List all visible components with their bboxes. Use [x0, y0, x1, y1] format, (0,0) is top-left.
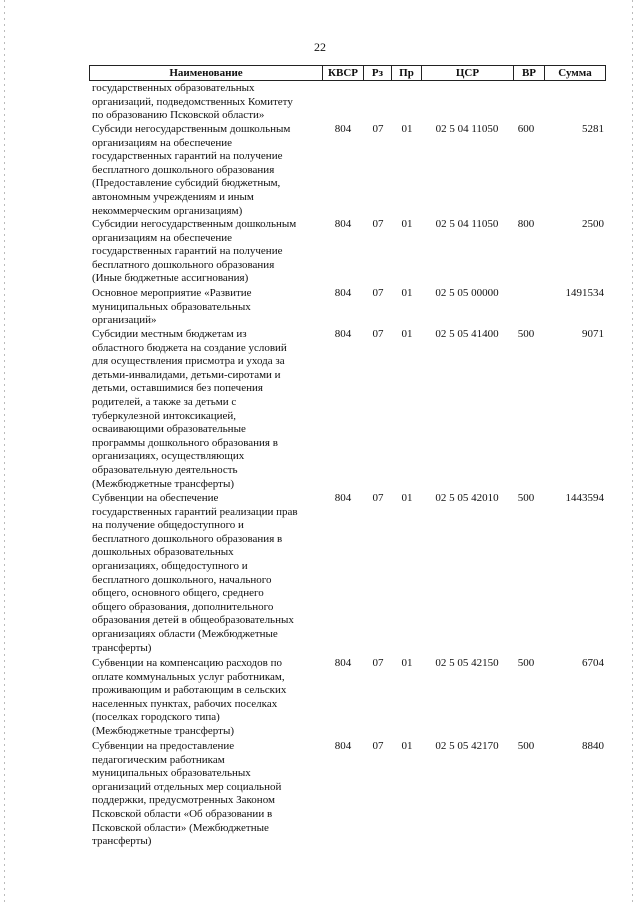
row-pr: 01 — [401, 123, 413, 135]
row-sum: 8840 — [582, 740, 604, 752]
row-name: государственных образовательных организаций, подведомственных Комитету по образованию Псковской области» — [92, 82, 293, 122]
row-kvsr: 804 — [334, 123, 352, 135]
row-rz: 07 — [372, 218, 384, 230]
row-kvsr: 804 — [334, 328, 352, 340]
row-vr: 500 — [517, 740, 535, 752]
row-name: Субвенции на обеспечение государственных гарантий реализации прав на получение общедоступного и бесплатного дошкольного образования в дошкольных образовательных организациях, общедоступного и бесплатного дошкольного, начального общего, основного общего, среднего общего образования, дополнительного образования детей в общеобразовательных организациях области (Межбюджетные трансферты) — [92, 492, 298, 654]
right-edge-mark — [632, 0, 633, 905]
row-kvsr: 804 — [334, 492, 352, 504]
page-number: 22 — [314, 40, 326, 54]
row-kvsr: 804 — [334, 657, 352, 669]
row-rz: 07 — [372, 328, 384, 340]
row-name: Субвенции на предоставление педагогическим работникам муниципальных образовательных организаций отдельных мер социальной поддержки, предусмотренных Законом Псковской области «Об образовании в Псковской области» (Межбюджетные трансферты) — [92, 740, 282, 848]
row-pr: 01 — [401, 328, 413, 340]
row-kvsr: 804 — [334, 740, 352, 752]
row-sum: 1443594 — [565, 492, 604, 504]
row-rz: 07 — [372, 492, 384, 504]
row-csr: 02 5 04 11050 — [435, 123, 499, 135]
header-rz: Рз — [363, 65, 392, 81]
header-kvsr: КВСР — [322, 65, 364, 81]
row-csr: 02 5 05 41400 — [435, 328, 499, 340]
row-csr: 02 5 05 42150 — [435, 657, 499, 669]
row-vr: 600 — [517, 123, 535, 135]
row-rz: 07 — [372, 657, 384, 669]
row-vr: 800 — [517, 218, 535, 230]
row-sum: 1491534 — [565, 287, 604, 299]
header-sum: Сумма — [544, 65, 606, 81]
row-csr: 02 5 04 11050 — [435, 218, 499, 230]
row-sum: 2500 — [582, 218, 604, 230]
row-sum: 9071 — [582, 328, 604, 340]
row-sum: 6704 — [582, 657, 604, 669]
row-csr: 02 5 05 00000 — [435, 287, 499, 299]
header-csr: ЦСР — [421, 65, 514, 81]
row-kvsr: 804 — [334, 218, 352, 230]
row-name: Субсидии негосударственным дошкольным организациям на обеспечение государственных гарантий на получение бесплатного дошкольного образования (Иные бюджетные ассигнования) — [92, 218, 297, 285]
row-vr: 500 — [517, 492, 535, 504]
row-csr: 02 5 05 42170 — [435, 740, 499, 752]
row-kvsr: 804 — [334, 287, 352, 299]
row-rz: 07 — [372, 123, 384, 135]
row-name: Субвенции на компенсацию расходов по оплате коммунальных услуг работникам, проживающим и работающим в сельских населенных пунктах, рабочих поселках (поселках городского типа) (Межбюджетные трансферты) — [92, 657, 287, 737]
header-pr: Пр — [391, 65, 422, 81]
row-name: Основное мероприятие «Развитие муниципальных образовательных организаций» — [92, 287, 252, 327]
row-sum: 5281 — [582, 123, 604, 135]
row-pr: 01 — [401, 218, 413, 230]
row-name: Субсиди негосударственным дошкольным организациям на обеспечение государственных гарантий на получение бесплатного дошкольного образования (Предоставление субсидий бюджетным, автономным учреждениям и иным некоммерческим организациям) — [92, 123, 291, 217]
row-pr: 01 — [401, 740, 413, 752]
row-vr: 500 — [517, 657, 535, 669]
left-edge-mark — [4, 0, 5, 905]
row-pr: 01 — [401, 287, 413, 299]
row-vr: 500 — [517, 328, 535, 340]
row-pr: 01 — [401, 492, 413, 504]
row-name: Субсидии местным бюджетам из областного бюджета на создание условий для осуществления присмотра и ухода за детьми-инвалидами, детьми-сиротами и детьми, оставшимися без попечения родителей, а также за детьми с туберкулезной интоксикацией, осваивающими образовательные программы дошкольного образования в организациях, осуществляющих образовательную деятельность (Межбюджетные трансферты) — [92, 328, 287, 490]
header-vr: ВР — [513, 65, 545, 81]
header-name: Наименование — [89, 65, 323, 81]
row-pr: 01 — [401, 657, 413, 669]
row-rz: 07 — [372, 287, 384, 299]
row-csr: 02 5 05 42010 — [435, 492, 499, 504]
row-rz: 07 — [372, 740, 384, 752]
